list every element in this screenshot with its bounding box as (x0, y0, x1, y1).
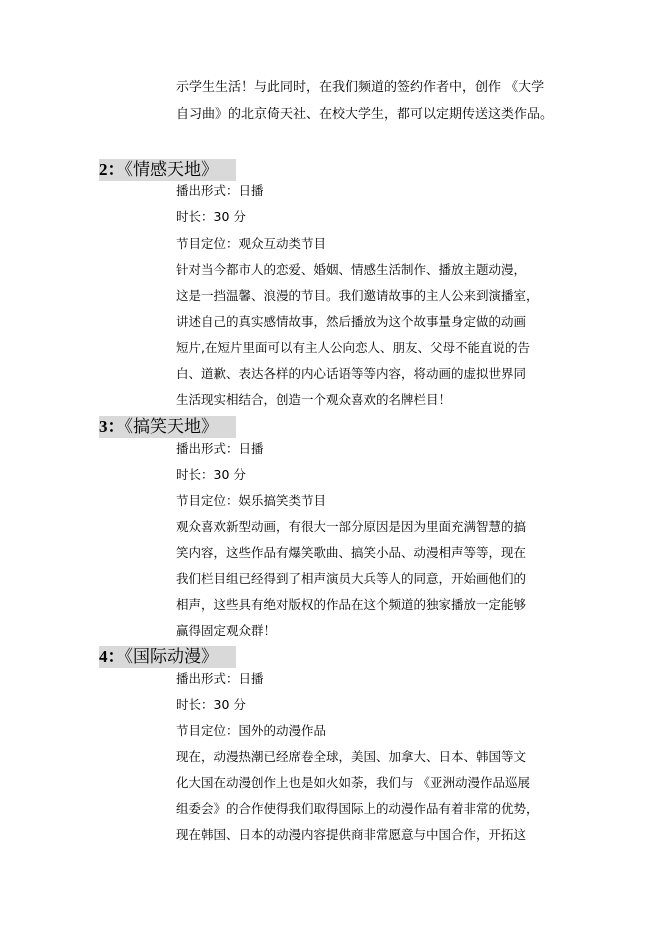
section-heading (99, 416, 236, 438)
duration: 时长：30 分 (176, 209, 246, 224)
body-line: 笑内容，这些作品有爆笑歌曲、搞笑小品、动漫相声等等，现在 (176, 545, 527, 560)
section-heading (99, 646, 236, 668)
duration: 时长：30 分 (176, 467, 246, 482)
broadcast-format: 播出形式：日播 (176, 671, 264, 686)
duration: 时长：30 分 (176, 697, 246, 712)
section-title: 《搞笑天地》 (124, 417, 218, 436)
body-line: 化大国在动漫创作上也是如火如荼，我们与 《亚洲动漫作品巡展 (176, 775, 530, 790)
section-heading (99, 159, 236, 181)
section-number: 4： (99, 647, 125, 666)
body-line: 观众喜欢新型动画，有很大一部分原因是因为里面充满智慧的搞 (176, 519, 527, 534)
section-title: 《情感天地》 (124, 160, 218, 179)
body-line: 组委会》的合作使得我们取得国际上的动漫作品有着非常的优势， (176, 801, 539, 816)
section-number: 2： (99, 160, 125, 179)
program-positioning: 节目定位：娱乐搞笑类节目 (176, 493, 327, 508)
section-number: 3： (99, 417, 125, 436)
body-line: 讲述自己的真实感情故事，然后播放为这个故事量身定做的动画 (176, 314, 527, 329)
broadcast-format: 播出形式：日播 (176, 183, 264, 198)
body-line: 赢得固定观众群！ (176, 623, 277, 638)
program-positioning: 节目定位：观众互动类节目 (176, 236, 327, 251)
body-line: 现在韩国、日本的动漫内容提供商非常愿意与中国合作，开拓这 (176, 827, 527, 842)
intro-line: 示学生生活！与此同时，在我们频道的签约作者中，创作 《大学 (176, 80, 545, 95)
body-line: 现在，动漫热潮已经席卷全球，美国、加拿大、日本、韩国等文 (176, 749, 527, 764)
program-positioning: 节目定位：国外的动漫作品 (176, 723, 327, 738)
body-line: 生活现实相结合，创造一个观众喜欢的名牌栏目！ (176, 392, 452, 407)
body-line: 短片,在短片里面可以有主人公向恋人、朋友、父母不能直说的告 (176, 340, 530, 355)
body-line: 白、道歉、表达各样的内心话语等等内容，将动画的虚拟世界同 (176, 366, 527, 381)
intro-line: 自习曲》的北京倚天社、在校大学生，都可以定期传送这类作品。 (176, 107, 554, 122)
body-line: 这是一挡温馨、浪漫的节目。我们邀请故事的主人公来到演播室， (176, 288, 539, 303)
body-line: 我们栏目组已经得到了相声演员大兵等人的同意，开始画他们的 (176, 571, 527, 586)
section-title: 《国际动漫》 (124, 647, 218, 666)
body-line: 针对当今都市人的恋爱、婚姻、情感生活制作、播放主题动漫， (176, 262, 527, 277)
broadcast-format: 播出形式：日播 (176, 441, 264, 456)
body-line: 相声，这些具有绝对版权的作品在这个频道的独家播放一定能够 (176, 597, 527, 612)
